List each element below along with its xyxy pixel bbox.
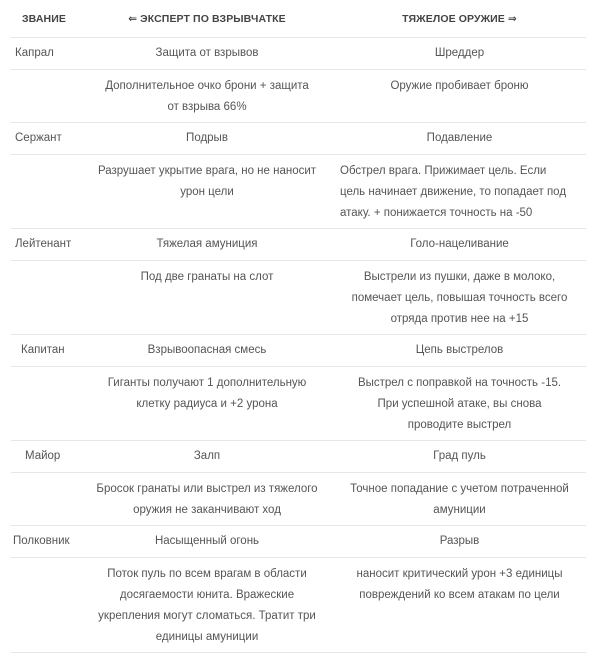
skill-desc-heavy: Точное попадание с учетом потраченной амуниции [350, 483, 569, 516]
rank-cell: Лейтенант [15, 238, 72, 250]
skill-name-explosives: Защита от взрывов [155, 47, 259, 59]
skill-desc-heavy: Выстрел с поправкой на точность -15. При успешной атаке, вы снова проводите выстрел [357, 377, 562, 431]
table-row [11, 229, 586, 261]
skill-name-explosives: Насыщенный огонь [154, 535, 260, 547]
skill-name-heavy: Шреддер [434, 47, 485, 59]
table-row [11, 441, 586, 473]
rank-cell-empty [11, 155, 81, 228]
skill-name-heavy: Разрыв [439, 535, 480, 547]
skill-name-heavy: Подавление [426, 132, 493, 144]
skill-desc-heavy: наносит критический урон +3 единицы повреждений ко всем атакам по цели [356, 568, 563, 601]
header-rank: ЗВАНИЕ [22, 12, 66, 25]
table-row [11, 367, 586, 441]
rank-cell-empty [11, 70, 81, 122]
table-row [11, 155, 586, 229]
table-row [11, 473, 586, 526]
rank-cell-empty [11, 558, 81, 652]
skill-desc-explosives: Дополнительное очко брони + защита от взрыва 66% [105, 80, 309, 113]
table-row [11, 123, 586, 155]
skill-desc-explosives: Поток пуль по всем врагам в области досягаемости юнита. Вражеские укрепления могут сломаться. Тратит три единицы амуниции [98, 568, 316, 643]
skill-desc-explosives: Бросок гранаты или выстрел из тяжелого оружия не заканчивают ход [96, 483, 318, 516]
skill-name-heavy: Град пуль [433, 450, 486, 462]
table-row [11, 70, 586, 123]
rank-cell-empty [11, 473, 81, 525]
rank-cell-empty [11, 367, 81, 440]
skill-desc-explosives: Разрушает укрытие врага, но не наносит урон цели [97, 165, 317, 198]
table-row [11, 526, 586, 558]
skill-desc-explosives: Гиганты получают 1 дополнительную клетку радиуса и +2 урона [107, 377, 307, 410]
skill-name-heavy: Голо-нацеливание [410, 238, 509, 250]
table-row [11, 38, 586, 70]
skill-desc-heavy: Обстрел врага. Прижимает цель. Если цель начинает движение, то попадает под атаку. + понижается точность на -50 [340, 165, 567, 219]
header-heavy-weapons: ТЯЖЕЛОЕ ОРУЖИЕ ⇒ [402, 12, 517, 25]
rank-cell: Капрал [15, 47, 54, 59]
table-header [11, 0, 586, 38]
table-row [11, 558, 586, 653]
table-row [11, 335, 586, 367]
header-explosives-expert: ⇐ ЭКСПЕРТ ПО ВЗРЫВЧАТКЕ [128, 12, 286, 25]
skill-name-explosives: Тяжелая амуниция [156, 238, 258, 250]
skill-desc-explosives: Под две гранаты на слот [140, 271, 274, 283]
rank-cell: Сержант [15, 132, 62, 144]
skill-desc-heavy: Оружие пробивает броню [390, 80, 529, 92]
skill-name-heavy: Цепь выстрелов [415, 344, 504, 356]
rank-cell: Майор [25, 450, 61, 462]
table-row [11, 261, 586, 335]
skill-tree-table [11, 0, 586, 653]
skill-name-explosives: Подрыв [186, 132, 228, 144]
skill-name-explosives: Взрывоопасная смесь [147, 344, 267, 356]
rank-cell: Капитан [21, 344, 65, 356]
skill-desc-heavy: Выстрели из пушки, даже в молоко, помечает цель, повышая точность всего отряда против нее на +15 [351, 271, 568, 325]
rank-cell: Полковник [13, 535, 70, 547]
rank-cell-empty [11, 261, 81, 334]
skill-name-explosives: Залп [193, 450, 221, 462]
